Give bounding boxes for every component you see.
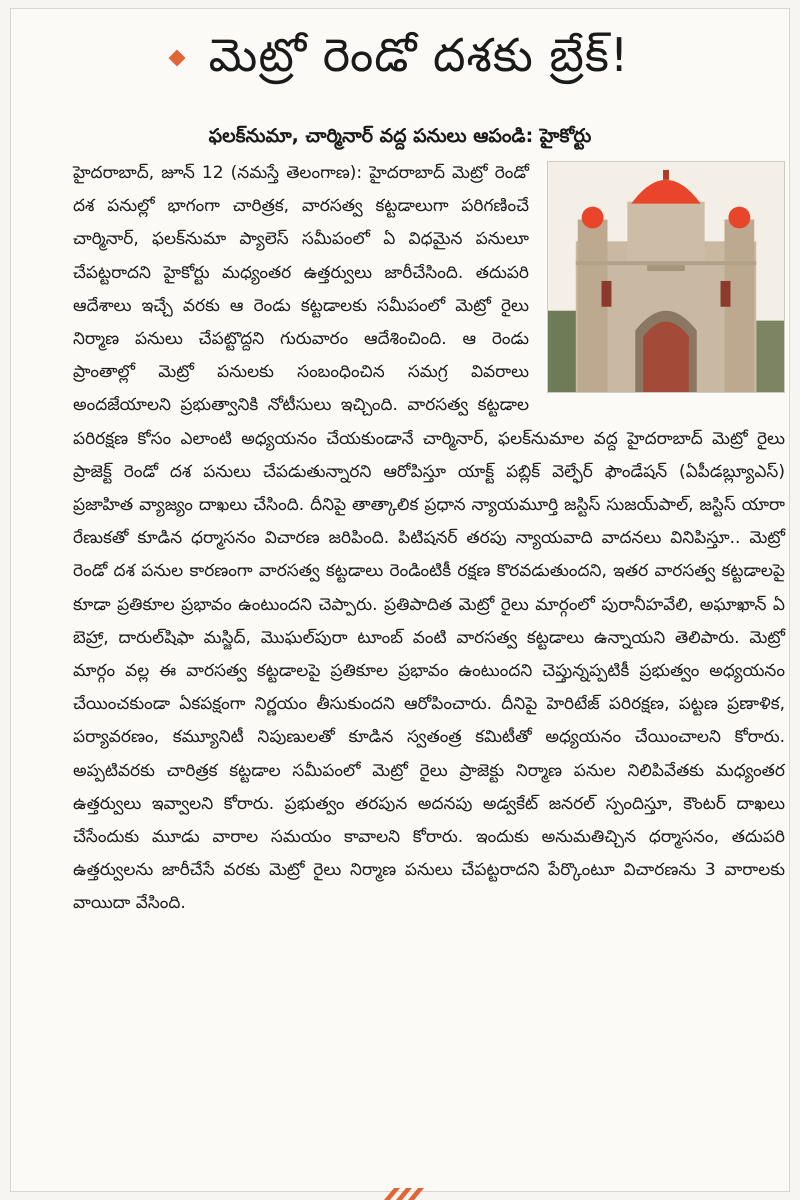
diamond-bullet-icon	[168, 50, 185, 67]
headline: మెట్రో రెండో దశకు బ్రేక్!	[208, 28, 630, 82]
article-body	[73, 157, 785, 921]
high-court-building-photo	[547, 161, 785, 393]
subheadline: ఫలక్‌నుమా, చార్మినార్ వద్ద పనులు ఆపండి: హైకోర్టు	[208, 125, 592, 147]
footer-decoration	[380, 1184, 444, 1200]
news-clipping	[10, 8, 790, 1192]
headline-row	[11, 23, 789, 87]
article-paragraph: హైదరాబాద్, జూన్ 12 (నమస్తే తెలంగాణ): హైదరాబాద్ మెట్రో రెండో దశ పనుల్లో భాగంగా చారిత్రక, వారసత్వ కట్టడాలుగా పరిగణించే చార్మినార్, ఫలక్‌నుమా ప్యాలెస్ సమీపంలో ఏ విధమైన పనులూ చేపట్టరాదని హైకోర్టు మధ్యంతర ఉత్తర్వులు జారీచేసింది. తదుపరి ఆదేశాలు ఇచ్చే వరకు ఆ రెండు కట్టడాలకు సమీపంలో మెట్రో రైలు నిర్మాణ పనులు చేపట్టొద్దని గురువారం ఆదేశించింది. ఆ రెండు ప్రాంతాల్లో మెట్రో పనులకు సంబంధించిన సమగ్ర వివరాలు అందజేయాలని ప్రభుత్వానికి నోటీసులు ఇచ్చింది. వారసత్వ కట్టడాల పరిరక్షణ కోసం ఎలాంటి అధ్యయనం చేయకుండానే చార్మినార్, ఫలక్‌నుమాల వద్ద హైదరాబాద్ మెట్రో రైలు ప్రాజెక్ట్ రెండో దశ పనులు చేపడుతున్నారని ఆరోపిస్తూ యాక్ట్ పబ్లిక్ వెల్ఫేర్ ఫౌండేషన్ (ఏపీడబ్ల్యూఎస్) ప్రజాహిత వ్యాజ్యం దాఖలు చేసింది. దీనిపై తాత్కాలిక ప్రధాన న్యాయమూర్తి జస్టిస్ సుజయ్‌పాల్, జస్టిస్ యారా రేణుకతో కూడిన ధర్మాసనం విచారణ జరిపింది. పిటిషనర్ తరపు న్యాయవాది వాదనలు వినిపిస్తూ.. మెట్రో రెండో దశ పనుల కారణంగా వారసత్వ కట్టడాలు రెండింటికీ రక్షణ కొరవడుతుందని, ఇతర వారసత్వ కట్టడాలపై కూడా ప్రతికూల ప్రభావం ఉంటుందని చెప్పారు. ప్రతిపాదిత మెట్రో రైలు మార్గంలో పురానీహవేలి, అఘాఖాన్ ఏ బెహ్రా, దారుల్‌షిఫా మస్జిద్, మొఘల్‌పురా టూంబ్ వంటి వారసత్వ కట్టడాలు ఉన్నాయని తెలిపారు. మెట్రో మార్గం వల్ల ఈ వారసత్వ కట్టడాలపై ప్రతికూల ప్రభావం ఉంటుందని చెప్తున్నప్పటికీ ప్రభుత్వం అధ్యయనం చేయించకుండా ఏకపక్షంగా నిర్ణయం తీసుకుందని ఆరోపించారు. దీనిపై హెరిటేజ్ పరిరక్షణ, పట్టణ ప్రణాళిక, పర్యావరణం, కమ్యూనిటీ నిపుణులతో కూడిన స్వతంత్ర కమిటీతో అధ్యయనం చేయించాలని కోరారు. అప్పటివరకు చారిత్రక కట్టడాల సమీపంలో మెట్రో రైలు ప్రాజెక్టు నిర్మాణ పనుల నిలిపివేతకు మధ్యంతర ఉత్తర్వులు ఇవ్వాలని కోరారు. ప్రభుత్వం తరపున అదనపు అడ్వకేట్ జనరల్ స్పందిస్తూ, కౌంటర్ దాఖలు చేసేందుకు మూడు వారాల సమయం కావాలని కోరారు. ఇందుకు అనుమతిచ్చిన ధర్మాసనం, తదుపరి ఉత్తర్వులను జారీచేసే వరకు మెట్రో రైలు నిర్మాణ పనులు చేపట్టరాదని పేర్కొంటూ విచారణను 3 వారాలకు వాయిదా వేసింది.	[73, 163, 785, 914]
